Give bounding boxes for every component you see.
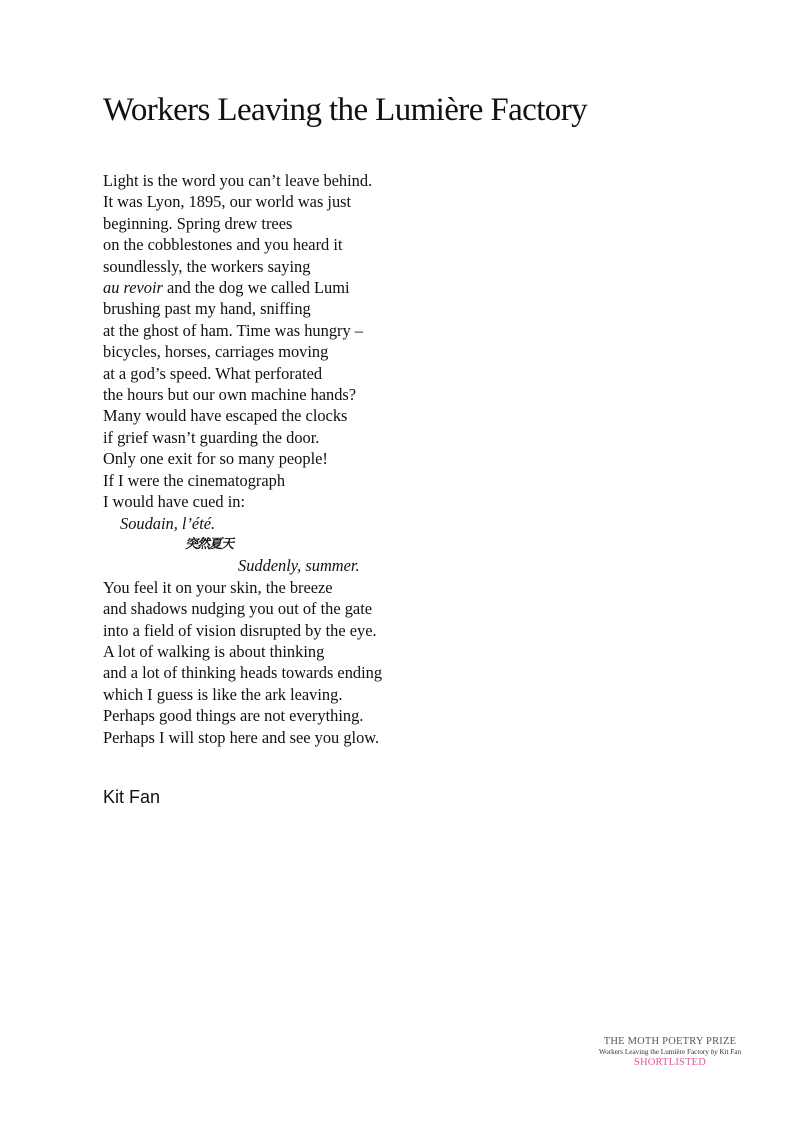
prize-name: THE MOTH POETRY PRIZE <box>603 1036 737 1047</box>
poem-line: Many would have escaped the clocks <box>103 406 348 426</box>
poem-line-english-translation: Suddenly, summer. <box>238 556 360 576</box>
poem-line <box>103 277 382 298</box>
author-name: Kit Fan <box>103 787 161 807</box>
poem-line-french: Soudain, l’été. <box>120 513 216 533</box>
footer-author: Kit Fan <box>719 1048 742 1056</box>
poem-line: the hours but our own machine hands? <box>103 385 357 405</box>
poem-line: on the cobblestones and you heard it <box>103 235 343 255</box>
poem-title: Workers Leaving the Lumière Factory <box>103 92 587 128</box>
poem-line: You feel it on your skin, the breeze <box>103 577 333 597</box>
poem-line: at a god’s speed. What perforated <box>103 363 323 383</box>
poem-line: If I were the cinematograph <box>103 470 286 490</box>
poem-italic-phrase: au revoir <box>103 278 163 298</box>
footer-by: by <box>710 1048 718 1056</box>
poem-line-chinese: 突然夏天 <box>185 536 234 552</box>
poem-line: at the ghost of ham. Time was hungry – <box>103 320 363 340</box>
poem-line: Only one exit for so many people! <box>103 449 328 469</box>
poem-line: brushing past my hand, sniffing <box>103 299 311 319</box>
poem-line: I would have cued in: <box>103 492 246 512</box>
poem-line: and shadows nudging you out of the gate <box>103 599 373 619</box>
poem-line: which I guess is like the ark leaving. <box>103 684 343 704</box>
poem-line: if grief wasn’t guarding the door. <box>103 427 320 447</box>
shortlisted-label: SHORTLISTED <box>633 1057 707 1068</box>
poem-line: and a lot of thinking heads towards ending <box>103 663 383 683</box>
footer-credit <box>580 1048 760 1056</box>
poem-body <box>103 170 382 748</box>
poem-line: beginning. Spring drew trees <box>103 213 293 233</box>
poem-line: bicycles, horses, carriages moving <box>103 342 329 362</box>
poem-line: A lot of walking is about thinking <box>103 641 325 661</box>
poem-line: Light is the word you can’t leave behind. <box>103 171 373 190</box>
poem-line: Perhaps good things are not everything. <box>103 706 364 726</box>
poem-line: soundlessly, the workers saying <box>103 256 311 276</box>
poem-line-rest: and the dog we called Lumi <box>162 278 350 298</box>
prize-footer <box>580 1036 760 1068</box>
footer-poem-title: Workers Leaving the Lumière Factory <box>598 1048 709 1056</box>
poem-line: Perhaps I will stop here and see you glow. <box>103 727 380 747</box>
poem-line: into a field of vision disrupted by the eye. <box>103 620 377 640</box>
poem-line: It was Lyon, 1895, our world was just <box>103 192 352 212</box>
